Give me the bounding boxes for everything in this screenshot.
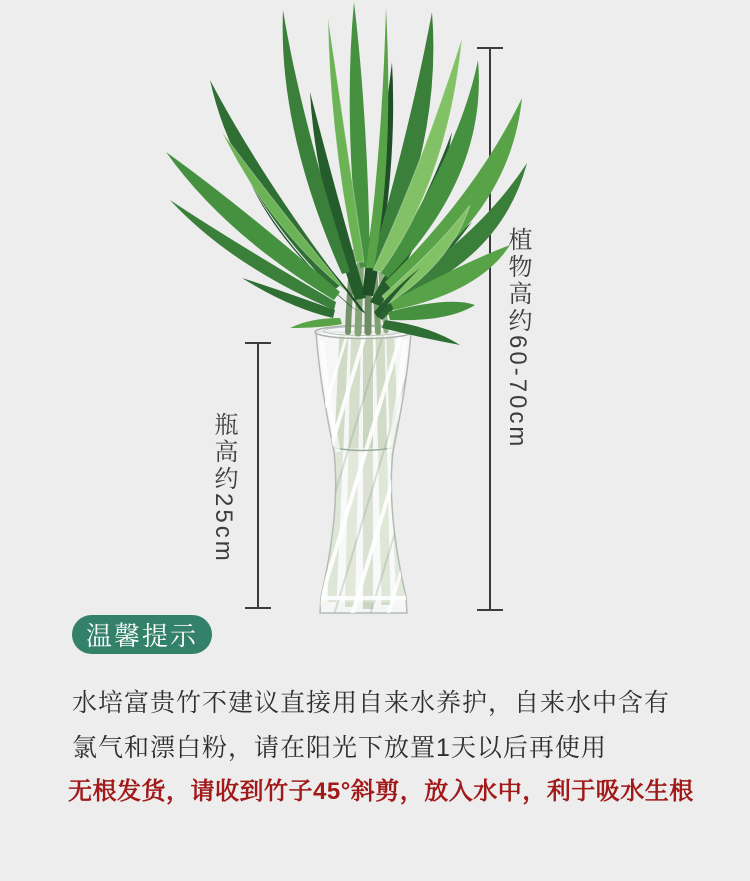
care-instructions-line2: 氯气和漂白粉，请在阳光下放置1天以后再使用 (72, 734, 607, 762)
glass-vase (262, 326, 473, 616)
bamboo-leaves (166, 2, 527, 345)
warm-tips-badge (72, 615, 212, 654)
rootless-shipping-warning: 无根发货，请收到竹子45°斜剪，放入水中，利于吸水生根 (68, 778, 694, 805)
measure-cap-top (245, 342, 271, 344)
plant-height-label: 植物高约60-70cm (504, 227, 531, 450)
vase-height-measure-line (257, 343, 259, 608)
care-instructions-line1: 水培富贵竹不建议直接用自来水养护，自来水中含有 (72, 689, 671, 717)
warm-tips-badge-label: 温馨提示 (86, 621, 199, 651)
measure-cap-bottom (245, 607, 271, 609)
care-instructions (72, 681, 670, 771)
lucky-bamboo-plant-photo (130, 0, 550, 630)
vase-height-label: 瓶高约25cm (210, 412, 237, 564)
